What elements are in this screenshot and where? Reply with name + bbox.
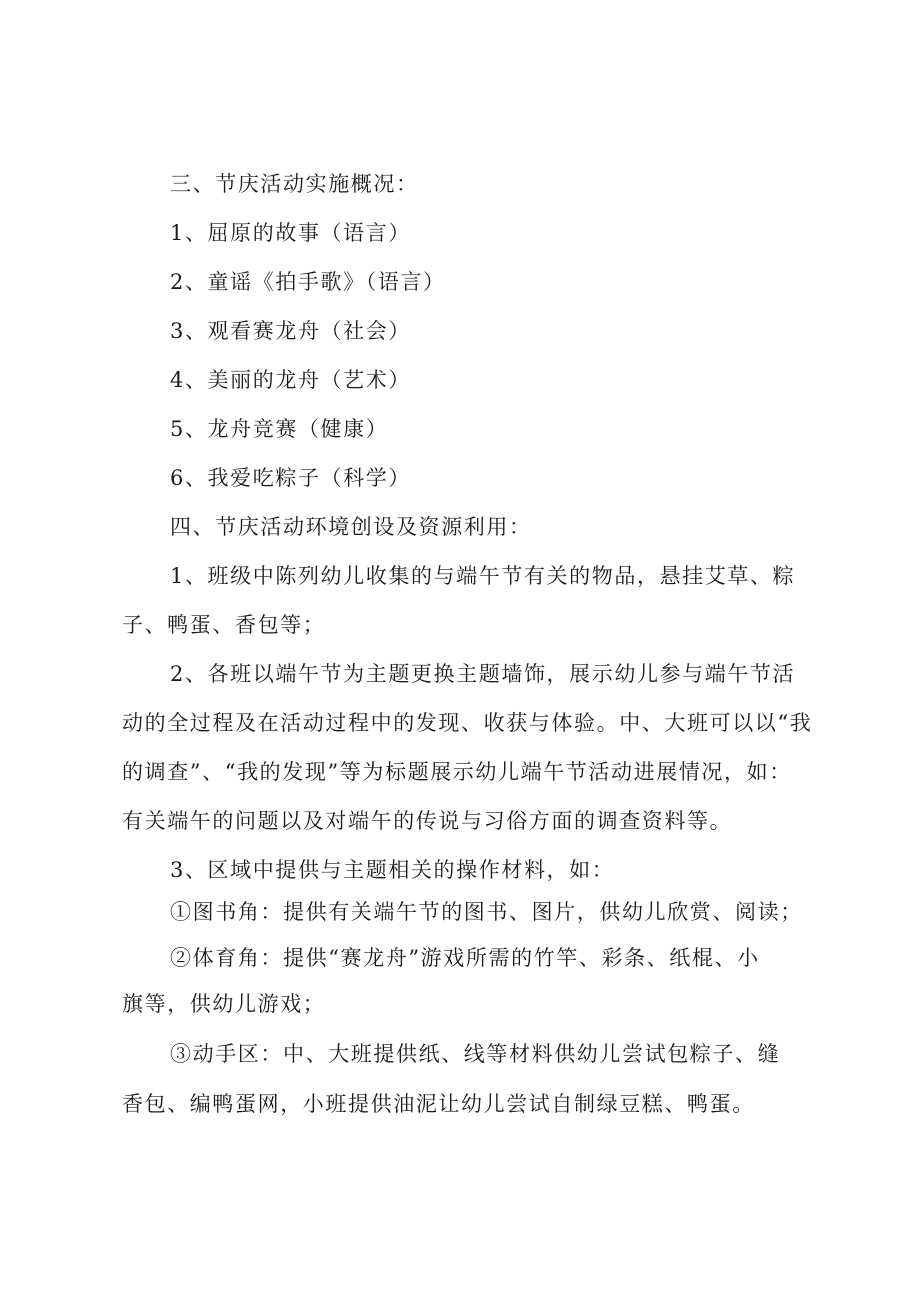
paragraph-line: ②体育角：提供“赛龙舟”游戏所需的竹竿、彩条、纸棍、小 [170,946,760,970]
paragraph-line: 1、班级中陈列幼儿收集的与端午节有关的物品，悬挂艾草、粽 [170,564,796,588]
item3-heading: 3、区域中提供与主题相关的操作材料，如： [170,858,615,882]
paragraph-line: 2、各班以端午节为主题更换主题墙饰，展示幼儿参与端午节活 [170,662,796,686]
paragraph-line: 旗等，供幼儿游戏； [122,992,326,1016]
paragraph-line: 的调查”、“我的发现”等为标题展示幼儿端午节活动进展情况，如： [122,760,792,784]
paragraph-line: 有关端午的问题以及对端午的传说与习俗方面的调查资料等。 [122,809,733,833]
activity-item: 5、龙舟竞赛（健康） [170,417,389,441]
paragraph-line: 香包、编鸭蛋网，小班提供油泥让幼儿尝试自制绿豆糕、鸭蛋。 [122,1092,755,1116]
activity-item: 2、童谣《拍手歌》（语言） [170,270,446,294]
paragraph-line: 动的全过程及在活动过程中的发现、收获与体验。中、大班可以以“我 [122,711,813,735]
activity-item: 6、我爱吃粽子（科学） [170,466,411,490]
activity-item: 4、美丽的龙舟（艺术） [170,368,411,392]
section4-heading: 四、节庆活动环境创设及资源利用： [170,515,532,539]
activity-item: 3、观看赛龙舟（社会） [170,319,411,343]
paragraph-line: 子、鸭蛋、香包等； [122,613,326,637]
paragraph-line: ③动手区：中、大班提供纸、线等材料供幼儿尝试包粽子、缝 [170,1042,781,1066]
section3-heading: 三、节庆活动实施概况： [170,172,419,196]
activity-item: 1、屈原的故事（语言） [170,221,411,245]
paragraph-line: ①图书角：提供有关端午节的图书、图片，供幼儿欣赏、阅读； [170,900,803,924]
